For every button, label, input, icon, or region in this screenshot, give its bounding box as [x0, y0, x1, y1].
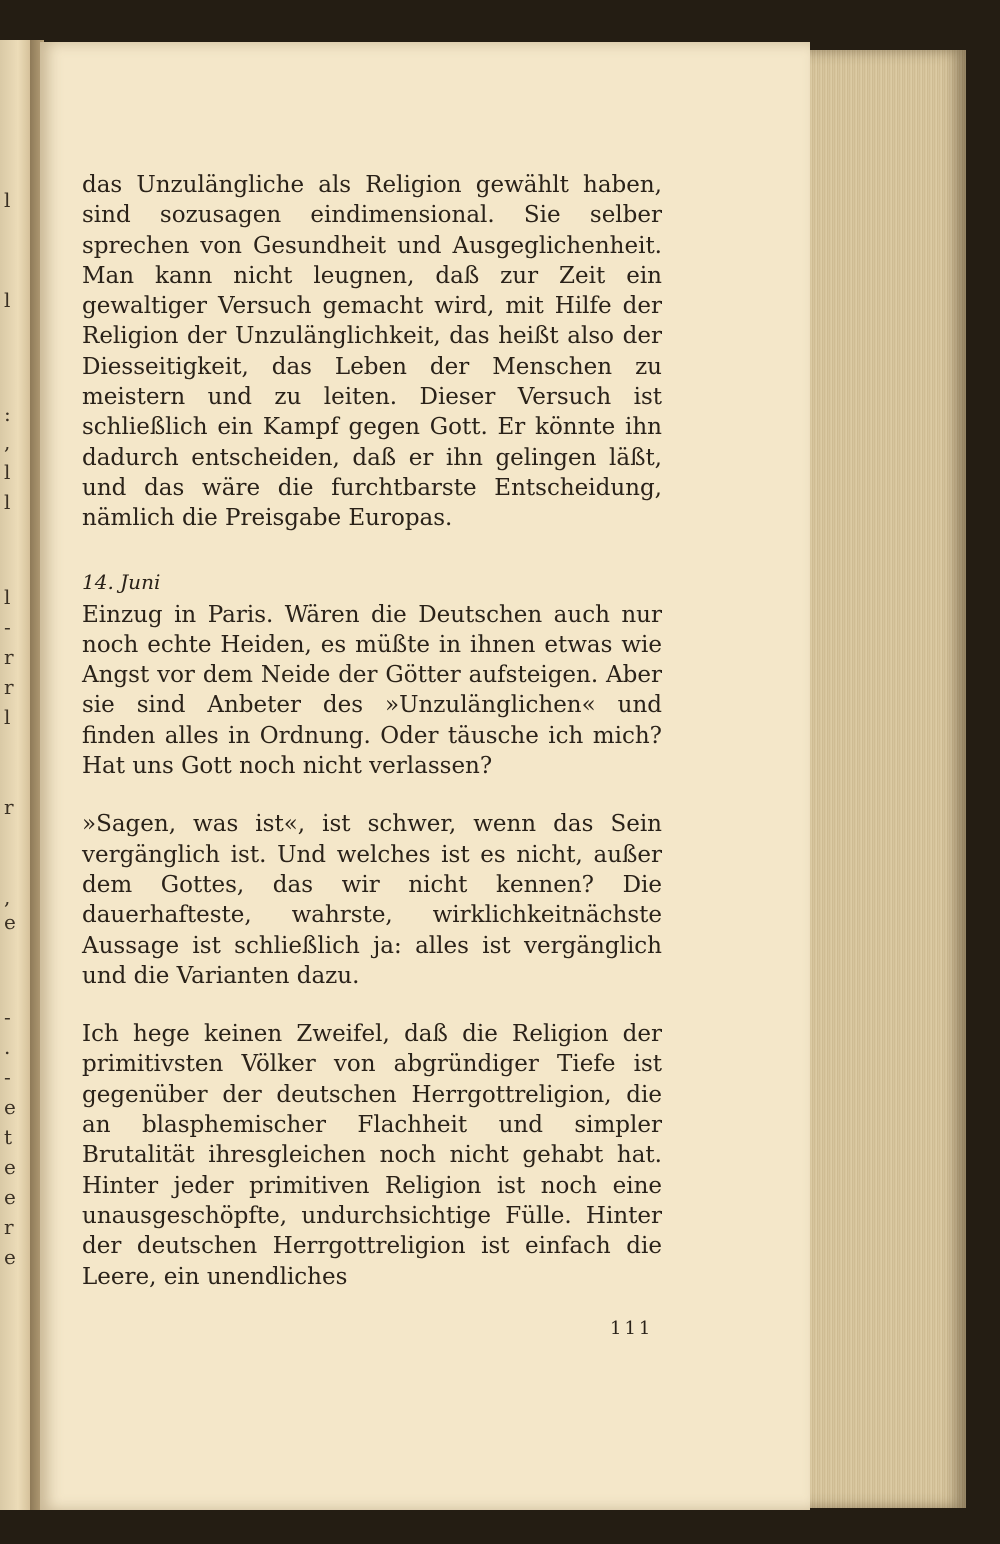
page-block-edges — [798, 50, 966, 1508]
page-number: 111 — [610, 1318, 654, 1339]
facing-letter: e — [4, 1095, 16, 1119]
facing-letter: - — [4, 1005, 11, 1029]
facing-letter: l — [4, 188, 11, 212]
facing-letter: e — [4, 1185, 16, 1209]
facing-letter: l — [4, 585, 11, 609]
facing-letter: : — [4, 402, 11, 426]
facing-letter: , — [4, 430, 11, 454]
paragraph: »Sagen, was ist«, ist schwer, wenn das Sein vergänglich ist. Und welches ist es nicht, außer dem Gottes, das wir nicht kennen? Die dauerhafteste, wahrste, wirklichkeitnächste Aussage ist schließlich ja: alles ist vergänglich und die Varianten dazu. — [82, 811, 662, 989]
paragraph: Einzug in Paris. Wären die Deutschen auch nur noch echte Heiden, es müßte in ihnen etwas wie Angst vor dem Neide der Götter aufsteigen. Aber sie sind Anbeter des »Unzulänglichen« und finden alles in Ordnung. Oder täusche ich mich? Hat uns Gott noch nicht verlassen? — [82, 601, 662, 780]
date-heading: 14. Juni — [82, 569, 161, 594]
facing-letter: r — [4, 1215, 14, 1239]
facing-letter: - — [4, 615, 11, 639]
facing-letter: - — [4, 1065, 11, 1089]
facing-letter: e — [4, 1245, 16, 1269]
facing-letter: l — [4, 705, 11, 729]
facing-letter: r — [4, 795, 14, 819]
facing-letter: r — [4, 675, 14, 699]
facing-letter: . — [4, 1035, 11, 1059]
paragraph: das Unzulängliche als Religion gewählt haben, sind sozusagen eindimensional. Sie selber sprechen von Gesundheit und Ausgeglichenheit. Man kann nicht leugnen, daß zur Zeit ein gewaltiger Versuch gemacht wird, mit Hilfe der Religion der Unzulänglichkeit, das heißt also der Diesseitigkeit, das Leben der Menschen zu meistern und zu leiten. Dieser Versuch ist schließlich ein Kampf gegen Gott. Er könnte ihn dadurch entscheiden, daß er ihn gelingen läßt, und das wäre die furchtbarste Entscheidung, nämlich die Preisgabe Europas. — [82, 172, 662, 532]
facing-letter: l — [4, 490, 11, 514]
facing-letter: l — [4, 460, 11, 484]
facing-letter: e — [4, 910, 16, 934]
facing-letter: t — [4, 1125, 13, 1149]
facing-letter: , — [4, 885, 11, 909]
facing-letter: r — [4, 645, 14, 669]
facing-letter: l — [4, 288, 11, 312]
body-text — [82, 170, 662, 1292]
facing-letter: e — [4, 1155, 16, 1179]
paragraph: Ich hege keinen Zweifel, daß die Religion der primitivsten Völker von abgründiger Tiefe ist gegenüber der deutschen Herrgottreligion, die an blasphemischer Flachheit und simpler Brutalität ihresgleichen noch nicht gehabt hat. Hinter jeder primitiven Religion ist noch eine unausgeschöpfte, undurchsichtige Fülle. Hinter der deutschen Herrgottreligion ist einfach die Leere, ein unendliches — [82, 1021, 662, 1290]
